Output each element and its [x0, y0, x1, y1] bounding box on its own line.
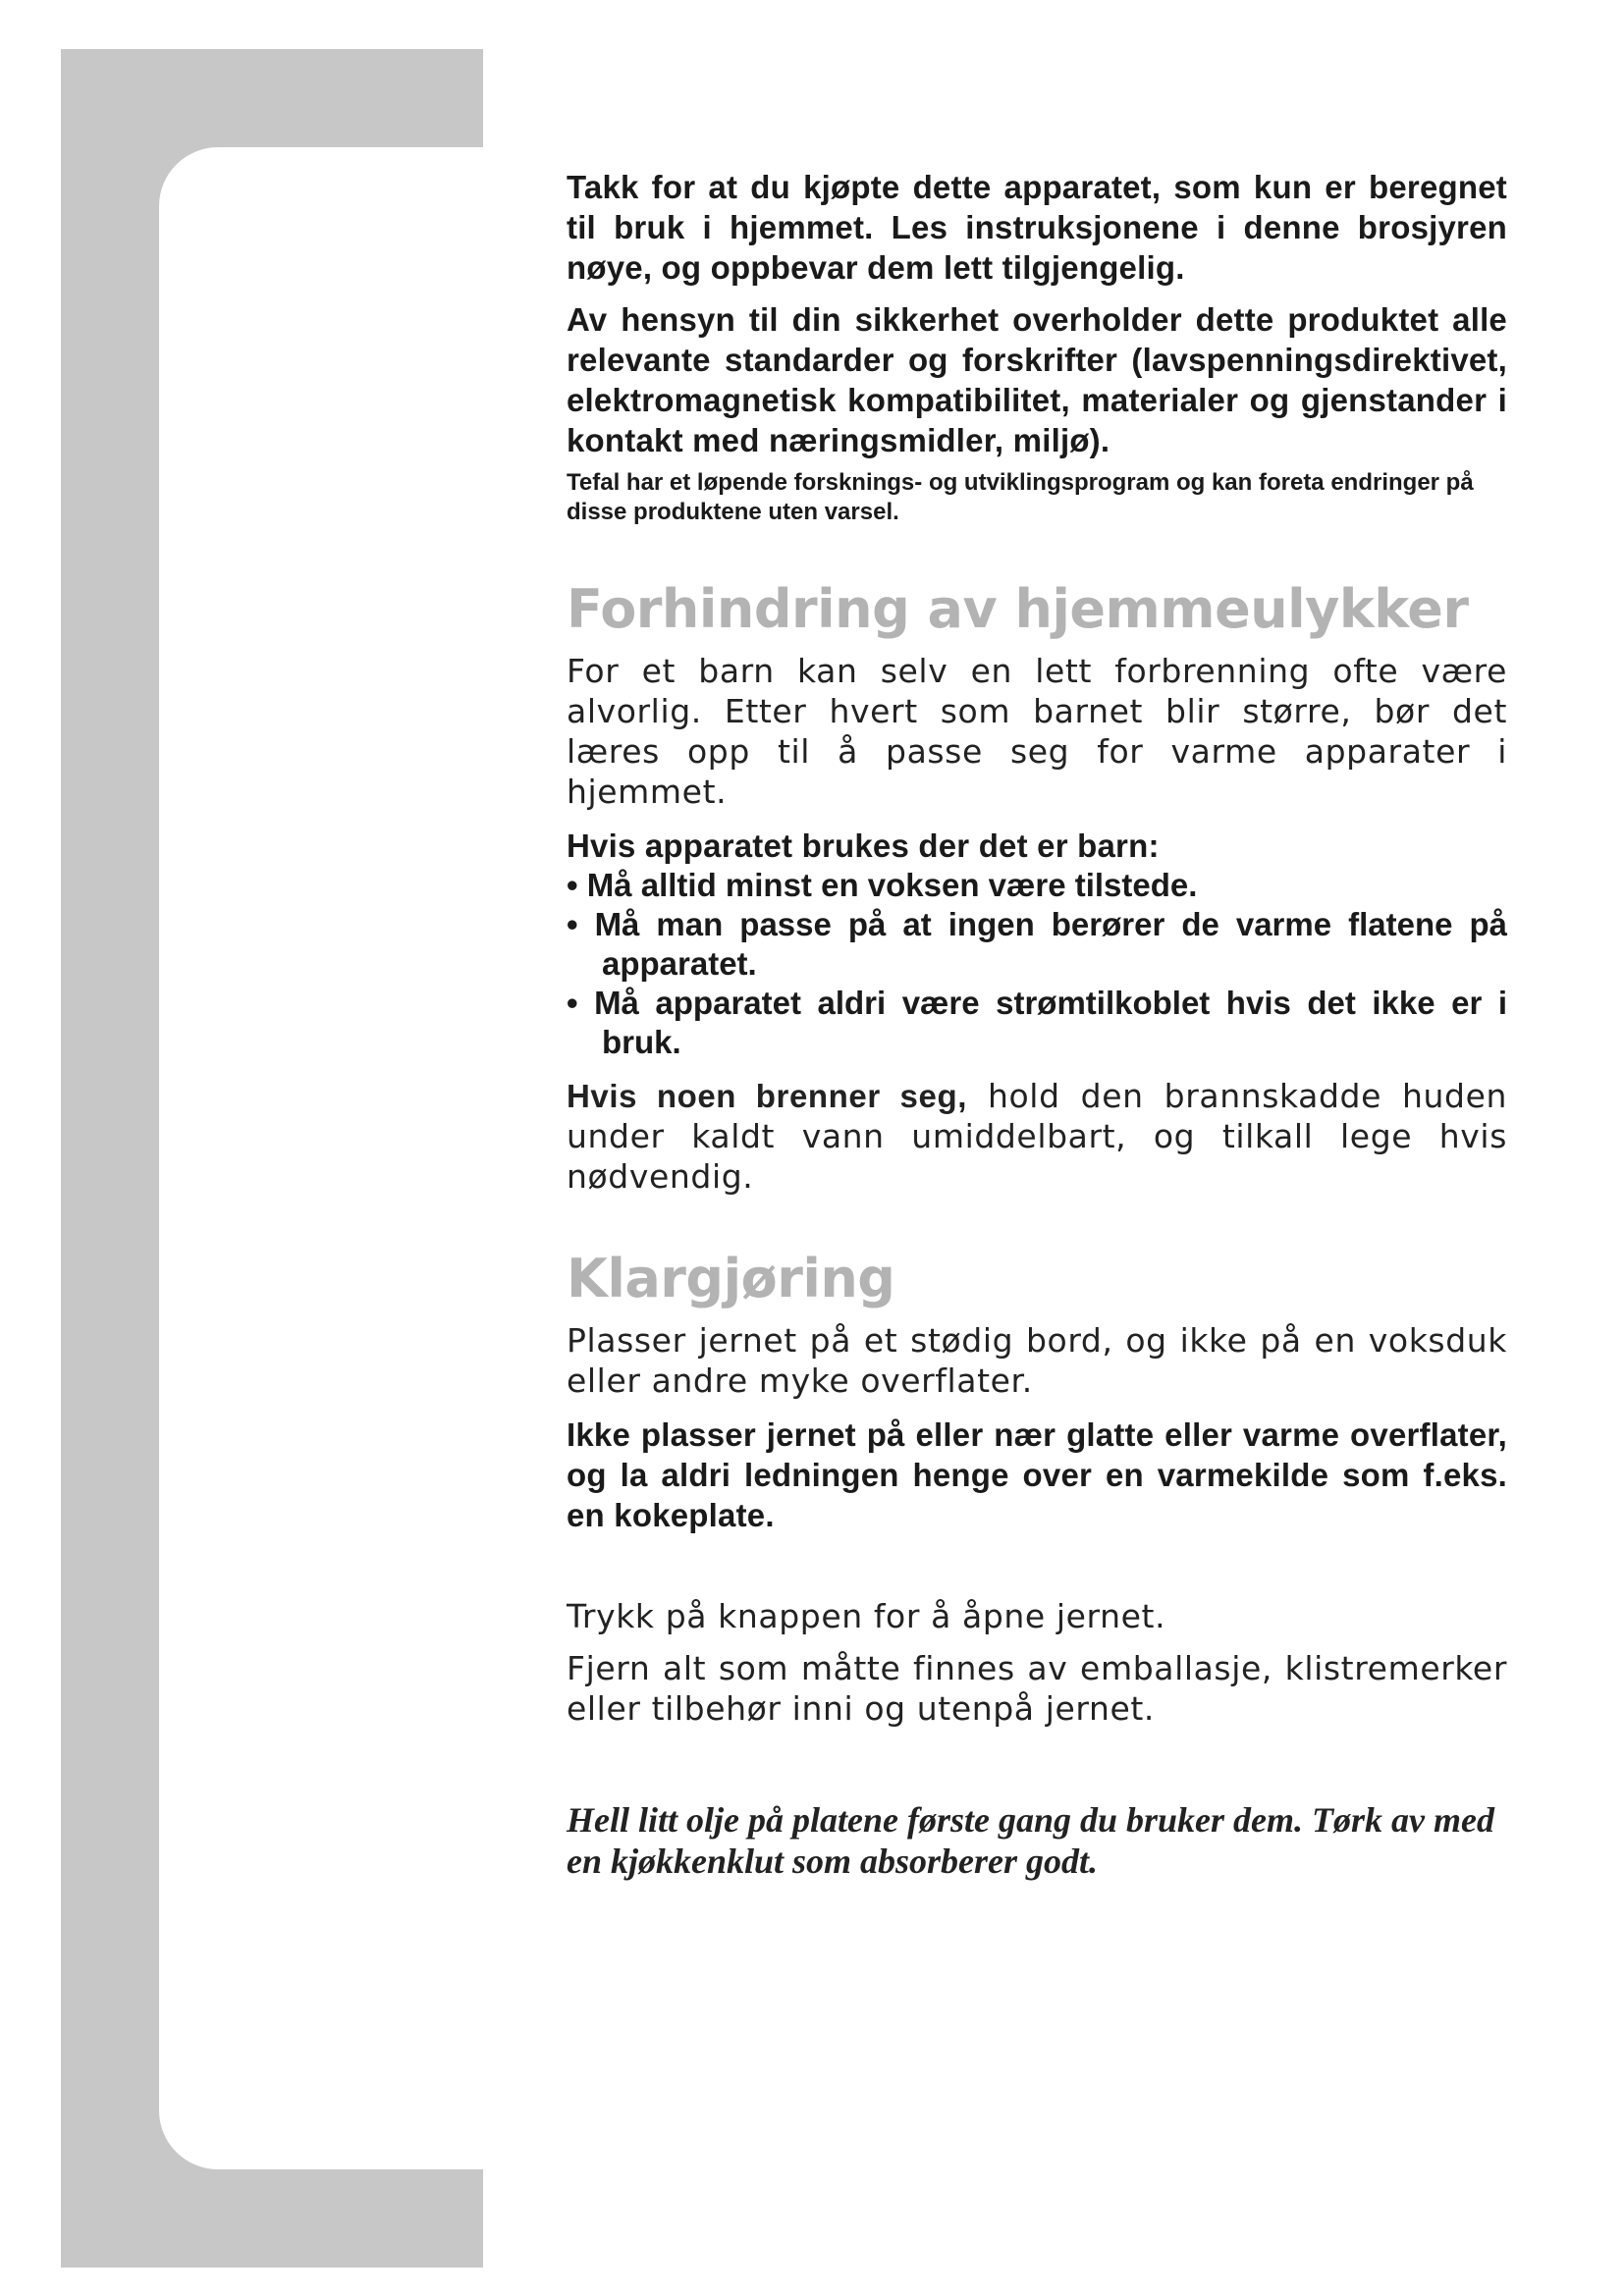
- section-heading-preparation: Klargjøring: [567, 1248, 895, 1309]
- preparation-paragraph-3: Trykk på knappen for å åpne jernet.: [567, 1597, 1166, 1635]
- children-list-title: Hvis apparatet brukes der det er barn:: [567, 828, 1160, 864]
- section-heading-accident-prevention: Forhindring av hjemmeulykker: [567, 578, 1469, 640]
- section1-paragraph: For et barn kan selv en lett forbrenning ofte være alvorlig. Etter hvert som barnet blir større, bør det læres opp til å passe seg for varme apparater i hjemmet.: [567, 652, 1507, 811]
- page-content: [567, 167, 1507, 1882]
- list-item: • Må alltid minst en voksen være tilstede.: [567, 867, 1198, 903]
- decorative-side-cutout: [159, 147, 483, 2169]
- preparation-warning: Ikke plasser jernet på eller nær glatte eller varme overflater, og la aldri ledningen henge over en varmekilde som f.eks. en kokeplate.: [567, 1416, 1507, 1533]
- list-item: • Må man passe på at ingen berører de varme flatene på apparatet.: [567, 906, 1507, 982]
- intro-note: Tefal har et løpende forsknings- og utviklingsprogram og kan foreta endringer på disse produktene uten varsel.: [567, 469, 1474, 525]
- burn-paragraph-rest: hold den brannskadde huden under kaldt vann umiddelbart, og tilkall lege hvis nødvendig.: [567, 1077, 1507, 1196]
- list-item: • Må apparatet aldri være strømtilkoblet hvis det ikke er i bruk.: [567, 985, 1507, 1060]
- preparation-paragraph-1: Plasser jernet på et stødig bord, og ikke på en voksduk eller andre myke overflater.: [567, 1321, 1507, 1400]
- intro-paragraph-1: Takk for at du kjøpte dette apparatet, som kun er beregnet til bruk i hjemmet. Les instruksjonene i denne brosjyren nøye, og oppbevar dem lett tilgjengelig.: [567, 169, 1507, 286]
- intro-paragraph-2: Av hensyn til din sikkerhet overholder dette produktet alle relevante standarder og forskrifter (lavspenningsdirektivet, elektromagnetisk kompatibilitet, materialer og gjenstander i kontakt med næringsmidler, miljø).: [567, 301, 1507, 458]
- preparation-paragraph-4: Fjern alt som måtte finnes av emballasje, klistremerker eller tilbehør inni og utenpå jernet.: [567, 1649, 1507, 1728]
- oil-instruction: Hell litt olje på platene første gang du bruker dem. Tørk av med en kjøkkenklut som absorberer godt.: [567, 1800, 1494, 1881]
- burn-paragraph: [567, 1076, 1507, 1197]
- burn-paragraph-bold: Hvis noen brenner seg,: [567, 1078, 967, 1114]
